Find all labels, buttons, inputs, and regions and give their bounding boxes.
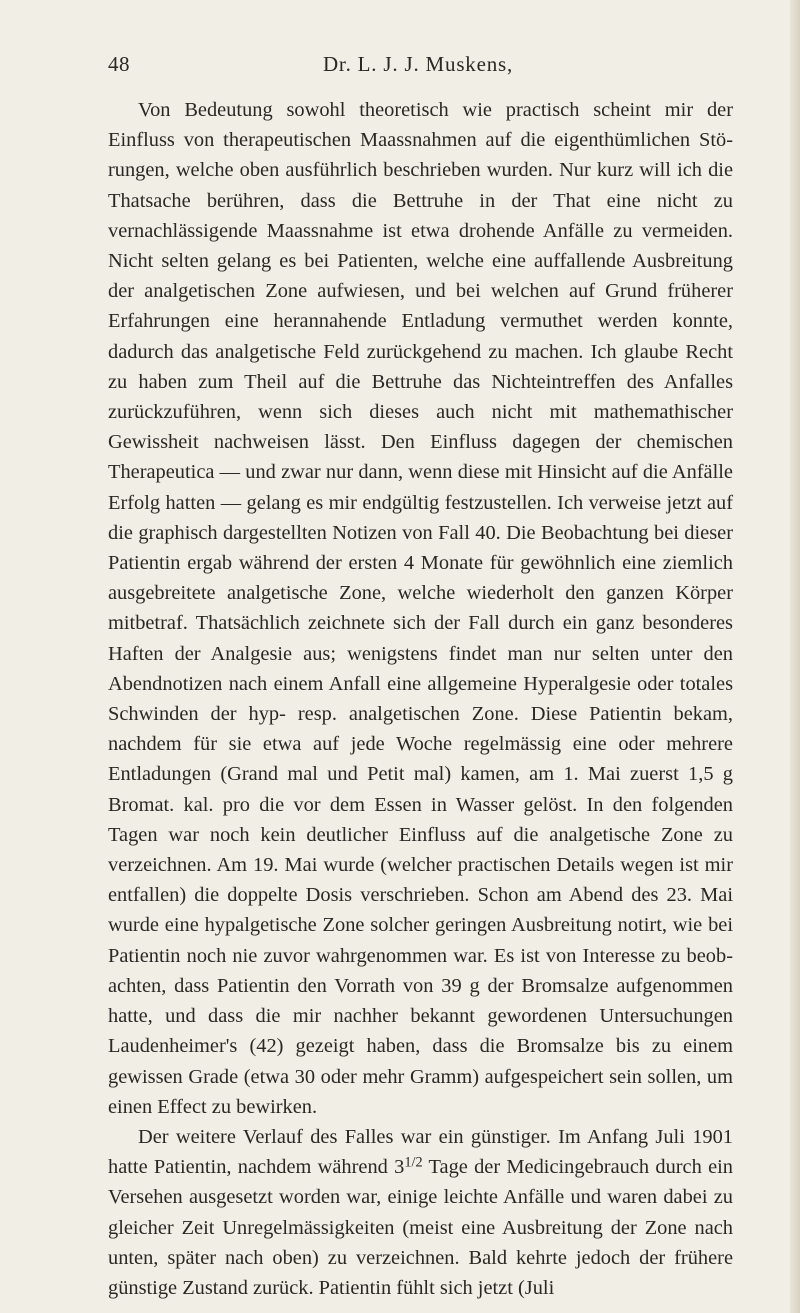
- page-edge: [790, 0, 800, 1313]
- paragraph-2-end: Tage der Medicingebrauch durch ein Versehen ausgesetzt worden war, einige leichte Anfälle und waren dabei zu gleicher Zeit Unregelmässigkeiten (meist eine Ausbreitung der Zone nach unten, später nach oben) zu verzeichnen. Bald kehrte jedoch der frühere günstige Zustand zurück. Patientin fühlt sich jetzt (Juli: [108, 1156, 733, 1299]
- paragraph-1: Von Bedeutung sowohl theoretisch wie practisch scheint mir der Einfluss von therapeutischen Maassnahmen auf die eigenthümlichen Störungen, welche oben ausführlich beschrieben wurden. Nur kurz will ich die Thatsache berühren, dass die Bettruhe in der That eine nicht zu vernachlässigende Maassnahme ist etwa drohende Anfälle zu vermeiden. Nicht selten gelang es bei Patienten, welche eine auffallende Ausbreitung der analgetischen Zone aufwiesen, und bei welchen auf Grund früherer Erfahrungen eine herannahende Entladung vermuthet werden konnte, dadurch das analgetische Feld zurückgehend zu machen. Ich glaube Recht zu haben zum Theil auf die Bettruhe das Nichteintreffen des Anfalles zurückzuführen, wenn sich dieses auch nicht mit mathemathischer Gewissheit nachweisen lässt. Den Einfluss dagegen der chemischen Therapeutica — und zwar nur dann, wenn diese mit Hinsicht auf die Anfälle Erfolg hatten — gelang es mir endgültig festzustellen. Ich verweise jetzt auf die graphisch dargestellten Notizen von Fall 40. Die Beobachtung bei dieser Patientin ergab während der ersten 4 Monate für gewöhnlich eine ziemlich ausgebreitete analgetische Zone, welche wiederholt den ganzen Körper mitbetraf. Thatsächlich zeichnete sich der Fall durch ein ganz besonderes Haften der Analgesie aus; wenigstens findet man nur selten unter den Abendnotizen nach einem Anfall eine allgemeine Hyperalgesie oder totales Schwinden der hyp- resp. analgetischen Zone. Diese Patientin bekam, nachdem für sie etwa auf jede Woche regelmässig eine oder mehrere Entladungen (Grand mal und Petit mal) kamen, am 1. Mai zuerst 1,5 g Bromat. kal. pro die vor dem Essen in Wasser gelöst. In den folgenden Tagen war noch kein deutlicher Einfluss auf die analgetische Zone zu verzeichnen. Am 19. Mai wurde (welcher practischen Details wegen ist mir entfallen) die doppelte Dosis verschrieben. Schon am Abend des 23. Mai wurde eine hypalgetische Zone solcher geringen Ausbreitung notirt, wie bei Patientin noch nie zuvor wahrgenommen war. Es ist von Interesse zu beobachten, dass Patientin den Vorrath von 39 g der Bromsalze aufgenommen hatte, und dass die mir nachher bekannt gewordenen Untersuchungen Laudenheimer's (42) gezeigt haben, dass die Bromsalze bis zu einem gewissen Grade (etwa 30 oder mehr Gramm) aufgespeichert sein sollen, um einen Effect zu bewirken.: [108, 99, 733, 1118]
- paragraph-2: [108, 1122, 733, 1303]
- body-text: [108, 95, 733, 1303]
- page-number: 48: [108, 52, 130, 76]
- paragraph-2-start: Der weitere Verlauf des Falles war ein günstiger. Im Anfang Juli 1901 hatte Patientin, nachdem während 3: [108, 1125, 733, 1179]
- fraction-half: 1/2: [404, 1154, 423, 1171]
- page-header: [108, 52, 728, 82]
- running-head: Dr. L. J. J. Muskens,: [322, 52, 514, 76]
